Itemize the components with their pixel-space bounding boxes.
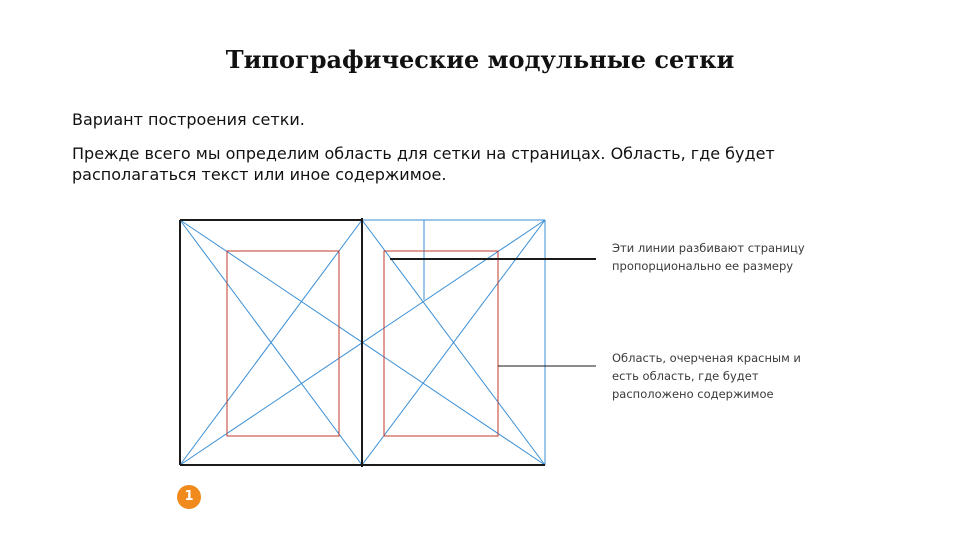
- annotation-content-area: Область, очерченая красным и есть область, где будет расположено содержимое: [612, 351, 801, 401]
- leader-lines: [390, 259, 596, 366]
- page-outlines: [180, 218, 545, 467]
- paragraph-description: Прежде всего мы определим область для сетки на страницах. Область, где будет располагаться текст или иное содержимое.: [72, 144, 775, 184]
- slide-title: Типографические модульные сетки: [225, 45, 735, 74]
- content-area-left: [227, 251, 339, 436]
- content-area-right: [384, 251, 498, 436]
- step-number-badge: 1: [177, 485, 201, 509]
- annotation-guide-lines: Эти линии разбивают страницу пропорционально ее размеру: [612, 241, 805, 273]
- paragraph-variant: Вариант построения сетки.: [72, 110, 305, 129]
